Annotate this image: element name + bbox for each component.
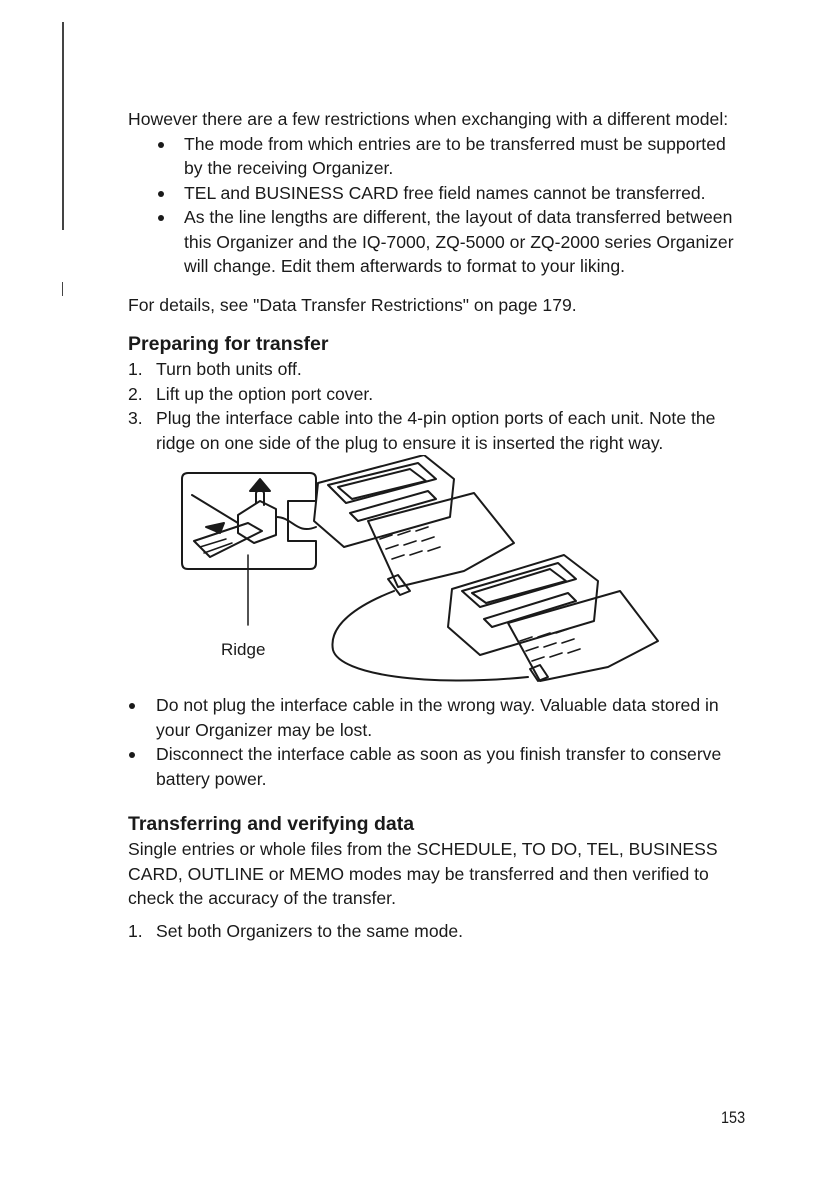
step-item: [128, 382, 748, 407]
step-item: [128, 357, 748, 382]
manual-page: [128, 107, 748, 943]
ridge-label: Ridge: [221, 640, 266, 659]
caution-item: Disconnect the interface cable as soon as you finish transfer to conserve battery power.: [128, 742, 748, 791]
heading-preparing: Preparing for transfer: [128, 333, 329, 355]
heading-transferring: Transferring and verifying data: [128, 813, 415, 835]
restriction-item: As the line lengths are different, the layout of data transferred between this Organizer and the IQ-7000, ZQ-5000 or ZQ-2000 series Organizer will change. Edit them afterwards to format to your liking.: [128, 205, 748, 279]
intro-text: However there are a few restrictions when exchanging with a different model:: [128, 109, 729, 129]
transfer-steps: [128, 919, 748, 944]
step-text: Plug the interface cable into the 4-pin option ports of each unit. Note the ridge on one side of the plug to ensure it is inserted the right way.: [156, 408, 716, 453]
step-number: 2.: [128, 383, 143, 404]
caution-list: [128, 693, 748, 791]
step-number: 3.: [128, 408, 143, 428]
organizer-unit-left: [314, 455, 514, 595]
interface-cable: [332, 591, 528, 681]
plug-closeup-inset: [182, 473, 316, 569]
step-number: 1.: [128, 920, 143, 941]
restriction-list: [128, 132, 748, 279]
step-text: Set both Organizers to the same mode.: [156, 920, 464, 941]
step-item: [128, 406, 748, 455]
organizer-unit-right: [448, 555, 658, 681]
margin-mark: [62, 70, 64, 230]
margin-mark: [62, 282, 63, 296]
caution-item: Do not plug the interface cable in the wrong way. Valuable data stored in your Organizer may be lost.: [128, 693, 748, 742]
step-number: 1.: [128, 359, 143, 379]
cable-connection-illustration: [128, 455, 748, 687]
step-text: Lift up the option port cover.: [156, 383, 374, 404]
step-text: Turn both units off.: [156, 359, 302, 379]
page-number: 153: [721, 1108, 746, 1127]
details-reference: For details, see "Data Transfer Restrictions" on page 179.: [128, 294, 577, 315]
step-item: [128, 919, 748, 944]
transfer-description: Single entries or whole files from the SCHEDULE, TO DO, TEL, BUSINESS CARD, OUTLINE or MEMO modes may be transferred and then verified to check the accuracy of the transfer.: [128, 839, 718, 908]
prep-steps: [128, 357, 748, 455]
restriction-item: TEL and BUSINESS CARD free field names cannot be transferred.: [128, 181, 748, 206]
restriction-item: The mode from which entries are to be transferred must be supported by the receiving Organizer.: [128, 132, 748, 181]
margin-mark: [62, 22, 64, 70]
